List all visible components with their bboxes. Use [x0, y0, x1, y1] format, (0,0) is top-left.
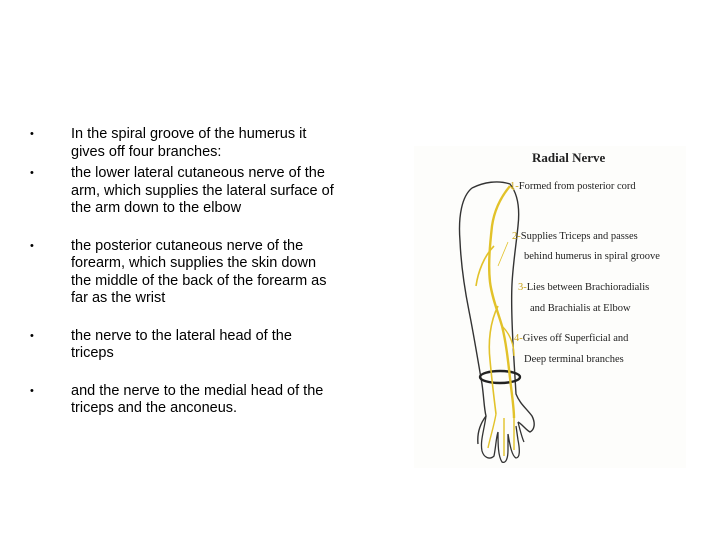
label-number: 1-: [510, 181, 519, 192]
leader-line: [498, 242, 508, 266]
label-text: Formed from posterior cord: [518, 181, 636, 192]
hand-outline: [481, 416, 524, 462]
label-3-cont: and Brachialis at Elbow: [530, 303, 631, 314]
bullet-dot: •: [30, 167, 34, 179]
label-text: Gives off Superficial and: [522, 333, 629, 344]
bullet-text: and the nerve to the medial head of the triceps and the anconeus.: [71, 382, 324, 416]
bullet-item: [28, 383, 338, 418]
label-number: 3-: [518, 282, 527, 293]
label-4-cont: Deep terminal branches: [524, 354, 624, 365]
bullet-dot: •: [30, 128, 34, 140]
label-1: [510, 181, 636, 192]
bullet-item: [28, 165, 338, 218]
bullet-item: [28, 328, 338, 363]
radial-nerve-figure: [414, 146, 686, 468]
wrist-band: [480, 371, 520, 383]
label-2: [512, 231, 638, 242]
bullet-list: [28, 126, 338, 418]
nerve-branch: [476, 246, 494, 286]
bullet-text: the lower lateral cutaneous nerve of the arm, which supplies the lateral surface of the arm down to the elbow: [71, 165, 334, 216]
bullet-item: [28, 238, 338, 308]
bullet-dot: •: [30, 239, 34, 252]
bullet-text: In the spiral groove of the humerus it gives off four branches:: [71, 126, 307, 160]
label-text: Lies between Brachioradialis: [526, 282, 650, 293]
figure-title: Radial Nerve: [532, 150, 606, 165]
nerve-branch: [488, 414, 496, 448]
label-text: Supplies Triceps and passes: [520, 231, 638, 242]
label-number: 2-: [512, 231, 521, 242]
nerve-branch: [489, 306, 498, 414]
bullet-dot: •: [30, 329, 34, 342]
label-4: [514, 333, 628, 344]
bullet-dot: •: [30, 384, 34, 397]
label-2-cont: behind humerus in spiral groove: [524, 251, 660, 262]
label-number: 4-: [514, 333, 523, 344]
bullet-item: [28, 126, 338, 161]
bullet-text: the posterior cutaneous nerve of the forearm, which supplies the skin down the middle of the back of the forearm as far as the wrist: [71, 237, 327, 306]
bullet-text: the nerve to the lateral head of the triceps: [71, 327, 292, 361]
label-3: [518, 282, 649, 293]
